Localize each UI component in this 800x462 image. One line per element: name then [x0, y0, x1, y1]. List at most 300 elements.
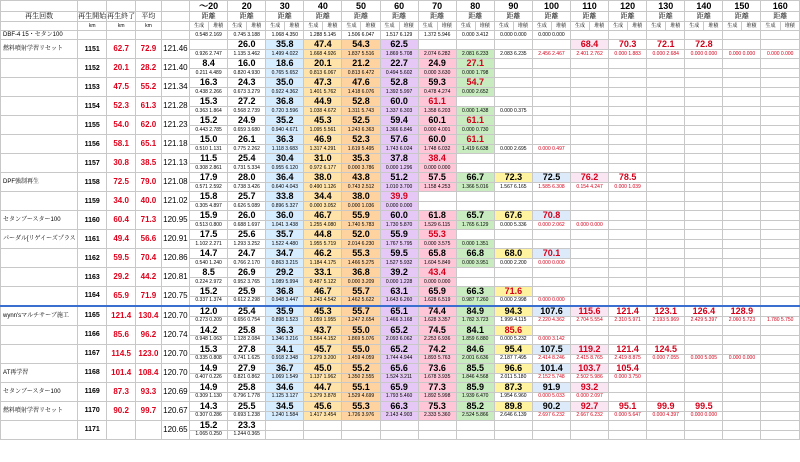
acc-label: 堆積: [513, 22, 532, 31]
distance-value: 68.0: [494, 249, 532, 259]
gen-acc-values: [571, 240, 609, 249]
gen-acc-values: 1.293 3.252: [228, 240, 266, 249]
distance-value: [190, 40, 228, 50]
gen-acc-values: [532, 202, 570, 211]
avg-km: 121.13: [161, 154, 189, 173]
distance-value: 124.5: [647, 344, 685, 354]
gen-acc-values: [761, 335, 800, 344]
start-km: 87.3: [107, 382, 136, 401]
distance-value: [647, 116, 685, 126]
data-row[interactable]: [1, 268, 800, 278]
acc-label: 堆積: [285, 22, 304, 31]
gen-acc-values: 0.000 7.055: [647, 354, 685, 363]
data-row[interactable]: [1, 420, 800, 430]
small-values: 0.745 3.188: [228, 31, 266, 40]
gen-acc-values: 0.000 2.200: [494, 259, 532, 268]
gen-acc-values: 1.782 3.723: [456, 316, 494, 325]
column-title: 平均: [136, 12, 162, 22]
range-header: 40: [304, 1, 342, 12]
distance-value: 54.3: [342, 40, 380, 50]
gen-acc-values: 0.720 3.596: [266, 107, 304, 116]
gen-acc-values: 2.152 5.748: [532, 373, 570, 382]
distance-value: 107.5: [532, 344, 570, 354]
data-row[interactable]: [1, 173, 800, 183]
gen-acc-values: [609, 259, 647, 268]
gen-acc-values: 1.102 2.271: [190, 240, 228, 249]
gen-acc-values: [723, 240, 761, 249]
gen-acc-values: [571, 145, 609, 154]
data-row[interactable]: [1, 154, 800, 164]
start-km: 49.4: [107, 230, 136, 249]
gen-acc-values: 0.000 0.000: [685, 411, 723, 420]
gen-acc-values: 2.014 6.230: [342, 240, 380, 249]
gen-acc-values: [571, 335, 609, 344]
end-km: 71.9: [136, 287, 162, 306]
distance-value: [685, 344, 723, 354]
gen-acc-values: [685, 259, 723, 268]
distance-value: 96.6: [494, 363, 532, 373]
gen-acc-values: [456, 202, 494, 211]
distance-value: [685, 154, 723, 164]
avg-km: 120.86: [161, 249, 189, 268]
distance-value: 15.3: [190, 97, 228, 107]
distance-value: [609, 59, 647, 69]
distance-value: 70.8: [532, 211, 570, 221]
distance-value: 65.8: [418, 249, 456, 259]
gen-acc-values: 2.415 8.765: [571, 354, 609, 363]
gen-acc-values: 0.896 5.327: [266, 202, 304, 211]
gen-label: 生成: [380, 22, 399, 31]
gen-acc-values: 0.940 4.671: [266, 126, 304, 135]
end-km: 93.3: [136, 382, 162, 401]
distance-value: 24.9: [228, 116, 266, 126]
gen-acc-values: 1.135 3.462: [228, 50, 266, 59]
distance-value: 24.7: [228, 249, 266, 259]
distance-value: [456, 420, 494, 430]
distance-value: 15.9: [190, 211, 228, 221]
gen-acc-values: [685, 183, 723, 192]
gen-acc-values: 2.193 5.969: [647, 316, 685, 325]
gen-acc-values: 0.987 7.260: [456, 297, 494, 306]
start-km: 72.5: [107, 173, 136, 192]
distance-value: 35.2: [266, 116, 304, 126]
column-title: [161, 12, 189, 22]
distance-value: [723, 192, 761, 202]
distance-value: [571, 116, 609, 126]
gen-label: 生成: [228, 22, 247, 31]
distance-value: [685, 173, 723, 183]
data-row[interactable]: [1, 135, 800, 145]
distance-value: 55.1: [342, 382, 380, 392]
distance-value: 105.4: [609, 363, 647, 373]
gen-acc-values: 2.187 7.495: [494, 354, 532, 363]
distance-value: [571, 78, 609, 88]
column-title: 再生終了: [107, 13, 136, 20]
distance-value: 47.4: [304, 40, 342, 50]
distance-label: 距離: [761, 12, 800, 22]
gen-acc-values: 1.279 3.200: [304, 354, 342, 363]
distance-value: 52.5: [342, 116, 380, 126]
distance-value: 65.7: [456, 211, 494, 221]
data-row[interactable]: [1, 363, 800, 373]
data-row[interactable]: [1, 325, 800, 335]
avg-km: 120.70: [161, 344, 189, 363]
gen-acc-values: 0.640 4.043: [266, 183, 304, 192]
gen-acc-values: 1.317 4.291: [304, 145, 342, 154]
distance-value: [571, 211, 609, 221]
distance-value: 55.3: [342, 401, 380, 411]
end-km: 130.4: [136, 306, 162, 326]
row-id: 1161: [78, 230, 107, 249]
distance-value: 16.0: [228, 59, 266, 69]
row-note: DPF強制再生: [1, 173, 78, 192]
range-header: 150: [723, 1, 761, 12]
acc-label: 堆積: [247, 22, 266, 31]
range-header: 70: [418, 1, 456, 12]
distance-value: 15.2: [190, 116, 228, 126]
data-row[interactable]: [1, 249, 800, 259]
end-km: 44.2: [136, 268, 162, 287]
gen-acc-values: [380, 430, 418, 439]
gen-acc-values: [532, 107, 570, 116]
distance-label: 距離: [342, 12, 380, 22]
gen-acc-values: [685, 69, 723, 78]
distance-value: [723, 135, 761, 145]
gen-acc-values: 1.628 6.519: [418, 297, 456, 306]
gen-acc-values: 0.000 2.998: [494, 297, 532, 306]
gen-acc-values: [571, 69, 609, 78]
distance-value: [609, 192, 647, 202]
data-row[interactable]: [1, 116, 800, 126]
end-km: 65.1: [136, 135, 162, 154]
gen-acc-values: 0.000 2.652: [456, 88, 494, 97]
gen-acc-values: [761, 392, 800, 401]
distance-value: 95.1: [609, 401, 647, 411]
distance-value: [647, 325, 685, 335]
gen-acc-values: 0.571 2.592: [190, 183, 228, 192]
distance-value: 25.6: [228, 230, 266, 240]
data-row[interactable]: [1, 287, 800, 297]
gen-acc-values: 0.000 5.647: [609, 411, 647, 420]
gen-acc-values: 1.643 6.260: [380, 297, 418, 306]
distance-label: 距離: [723, 12, 761, 22]
distance-value: 36.3: [266, 135, 304, 145]
range-header: ～20: [190, 1, 228, 12]
distance-value: [723, 344, 761, 354]
data-row[interactable]: [1, 78, 800, 88]
distance-value: 25.4: [228, 154, 266, 164]
distance-value: [685, 211, 723, 221]
distance-label: 距離: [685, 12, 723, 22]
small-values: [571, 31, 609, 40]
distance-value: [761, 135, 800, 145]
data-row[interactable]: [1, 382, 800, 392]
gen-acc-values: 1.529 4.699: [342, 392, 380, 401]
gen-acc-values: 0.490 1.126: [304, 183, 342, 192]
gen-acc-values: 0.820 4.930: [228, 69, 266, 78]
gen-acc-values: 2.646 6.139: [494, 411, 532, 420]
gen-acc-values: [456, 164, 494, 173]
distance-value: [723, 40, 761, 50]
distance-value: 25.5: [228, 401, 266, 411]
gen-acc-values: 1.243 6.363: [342, 126, 380, 135]
gen-acc-values: 1.010 3.700: [380, 183, 418, 192]
distance-value: [609, 211, 647, 221]
row-note: wynn'sマルチサーブ施工: [1, 306, 78, 326]
distance-value: 14.9: [190, 363, 228, 373]
distance-value: [685, 420, 723, 430]
gen-acc-values: [571, 126, 609, 135]
data-row[interactable]: [1, 59, 800, 69]
gen-acc-values: [571, 107, 609, 116]
distance-value: [647, 97, 685, 107]
distance-value: 85.6: [494, 325, 532, 335]
gen-acc-values: [723, 69, 761, 78]
gen-acc-values: [761, 430, 800, 439]
gen-acc-values: 2.419 8.875: [609, 354, 647, 363]
distance-value: [609, 287, 647, 297]
start-km: 47.5: [107, 78, 136, 97]
gen-acc-values: [761, 126, 800, 135]
acc-label: 堆積: [475, 22, 494, 31]
gen-acc-values: [685, 373, 723, 382]
gen-acc-values: [761, 278, 800, 287]
distance-value: 28.0: [228, 173, 266, 183]
data-row[interactable]: [1, 211, 800, 221]
gen-acc-values: [761, 354, 800, 363]
distance-value: 25.7: [228, 192, 266, 202]
gen-acc-values: 0.494 5.602: [380, 69, 418, 78]
row-note: [1, 135, 78, 154]
gen-acc-values: 1.522 4.480: [266, 240, 304, 249]
end-km: [136, 31, 162, 40]
gen-acc-values: 1.740 5.783: [342, 221, 380, 230]
distance-value: [647, 135, 685, 145]
distance-value: [494, 78, 532, 88]
distance-value: [494, 230, 532, 240]
data-row[interactable]: [1, 230, 800, 240]
small-values: 0.548 2.169: [190, 31, 228, 40]
distance-label: 距離: [571, 12, 609, 22]
distance-value: [609, 230, 647, 240]
distance-value: [685, 59, 723, 69]
distance-value: [685, 78, 723, 88]
distance-label: 距離: [228, 12, 266, 22]
distance-value: [380, 420, 418, 430]
gen-acc-values: 0.948 3.447: [266, 297, 304, 306]
gen-acc-values: 1.869 5.708: [380, 50, 418, 59]
distance-value: [571, 192, 609, 202]
distance-value: 55.0: [342, 325, 380, 335]
end-km: 71.3: [136, 211, 162, 230]
gen-acc-values: 0.673 3.279: [228, 88, 266, 97]
header-blank-cell: [136, 1, 162, 12]
row-note: セタンブースター100: [1, 382, 78, 401]
distance-value: 52.8: [342, 97, 380, 107]
row-id: 1152: [78, 59, 107, 78]
distance-value: 65.6: [380, 363, 418, 373]
distance-value: 74.5: [418, 325, 456, 335]
gen-acc-values: 1.244 0.365: [228, 430, 266, 439]
gen-acc-values: 0.308 2.861: [190, 164, 228, 173]
gen-acc-values: 0.568 2.739: [228, 107, 266, 116]
distance-value: 52.3: [342, 135, 380, 145]
distance-label: 距離: [609, 12, 647, 22]
gen-acc-values: [609, 88, 647, 97]
distance-value: 73.6: [418, 363, 456, 373]
distance-value: [418, 420, 456, 430]
data-row[interactable]: [1, 306, 800, 317]
gen-acc-values: 1.780 5.750: [761, 316, 800, 325]
distance-value: 26.9: [228, 268, 266, 278]
distance-value: [761, 59, 800, 69]
avg-km: 121.40: [161, 59, 189, 78]
distance-value: [494, 192, 532, 202]
distance-value: 85.5: [456, 363, 494, 373]
distance-value: 77.3: [418, 382, 456, 392]
distance-value: 99.5: [685, 401, 723, 411]
gen-acc-values: [647, 373, 685, 382]
acc-label: 堆積: [399, 22, 418, 31]
data-row[interactable]: [1, 401, 800, 411]
start-km: 34.0: [107, 192, 136, 211]
distance-value: 87.3: [494, 382, 532, 392]
gen-acc-values: 1.462 5.622: [342, 297, 380, 306]
gen-acc-values: [723, 392, 761, 401]
gen-acc-values: [647, 221, 685, 230]
gen-acc-values: 0.656 0.754: [228, 316, 266, 325]
distance-value: [761, 97, 800, 107]
gen-acc-values: 0.000 3.142: [532, 335, 570, 344]
gen-acc-values: 2.011 5.180: [494, 373, 532, 382]
gen-acc-values: 1.466 3.168: [380, 316, 418, 325]
end-km: [136, 420, 162, 439]
distance-value: 17.9: [190, 173, 228, 183]
row-id: 1151: [78, 40, 107, 59]
avg-km: 120.65: [161, 420, 189, 439]
distance-value: [609, 154, 647, 164]
gen-acc-values: [456, 278, 494, 287]
gen-acc-values: [723, 221, 761, 230]
distance-value: [723, 59, 761, 69]
gen-acc-values: 0.693 1.238: [228, 411, 266, 420]
distance-value: [532, 78, 570, 88]
gen-acc-values: [761, 183, 800, 192]
column-title: 再生開始: [78, 13, 107, 20]
row-id: 1156: [78, 135, 107, 154]
distance-value: 60.0: [380, 211, 418, 221]
gen-acc-values: 1.358 6.203: [418, 107, 456, 116]
distance-value: [532, 420, 570, 430]
gen-acc-values: 0.000 3.786: [342, 164, 380, 173]
distance-value: [532, 268, 570, 278]
data-row[interactable]: [1, 192, 800, 202]
end-km: 56.6: [136, 230, 162, 249]
range-header: 140: [685, 1, 723, 12]
row-note: [1, 192, 78, 211]
distance-value: [532, 59, 570, 69]
distance-value: [723, 363, 761, 373]
data-row[interactable]: [1, 344, 800, 354]
gen-acc-values: 1.793 5.460: [380, 392, 418, 401]
distance-value: [456, 40, 494, 50]
distance-value: 71.6: [494, 287, 532, 297]
distance-value: [571, 59, 609, 69]
acc-label: 堆積: [323, 22, 342, 31]
distance-value: [723, 211, 761, 221]
row-note: [1, 59, 78, 78]
gen-acc-values: 0.766 2.170: [228, 259, 266, 268]
header-blank-cell: [78, 1, 107, 12]
distance-value: [571, 420, 609, 430]
row-note: [1, 78, 78, 97]
distance-value: [723, 97, 761, 107]
gen-acc-values: [609, 335, 647, 344]
gen-acc-values: 1.527 5.932: [380, 259, 418, 268]
distance-value: 25.9: [228, 287, 266, 297]
distance-value: 35.0: [266, 78, 304, 88]
distance-value: [685, 116, 723, 126]
row-id: 1158: [78, 173, 107, 192]
gen-acc-values: 1.748 6.032: [418, 145, 456, 154]
distance-value: [456, 230, 494, 240]
distance-value: [571, 249, 609, 259]
gen-acc-values: 0.337 1.374: [190, 297, 228, 306]
distance-value: 115.6: [571, 306, 609, 317]
distance-value: 67.6: [494, 211, 532, 221]
distance-value: 72.5: [532, 173, 570, 183]
distance-value: [609, 78, 647, 88]
row-note: [1, 97, 78, 116]
start-km: [107, 420, 136, 439]
distance-value: [761, 401, 800, 411]
gen-acc-values: 1.350 2.555: [342, 373, 380, 382]
gen-acc-values: [647, 107, 685, 116]
gen-acc-values: [532, 240, 570, 249]
distance-value: 46.2: [304, 249, 342, 259]
distance-value: 15.2: [190, 420, 228, 430]
gen-acc-values: 1.346 3.216: [266, 335, 304, 344]
gen-acc-values: [685, 202, 723, 211]
distance-label: 距離: [266, 12, 304, 22]
distance-value: [723, 249, 761, 259]
gen-acc-values: 1.999 4.115: [494, 316, 532, 325]
distance-value: [647, 154, 685, 164]
gen-acc-values: [647, 392, 685, 401]
small-values: [761, 31, 800, 40]
distance-value: 52.8: [380, 78, 418, 88]
row-note: [1, 268, 78, 287]
distance-value: 24.3: [228, 78, 266, 88]
gen-acc-values: 0.000 5.005: [685, 354, 723, 363]
gen-acc-values: [609, 107, 647, 116]
data-row[interactable]: [1, 97, 800, 107]
gen-acc-values: 1.459 4.059: [342, 354, 380, 363]
acc-label: 堆積: [590, 22, 609, 31]
distance-value: 45.7: [304, 344, 342, 354]
gen-label: 生成: [571, 22, 590, 31]
unit-label: [161, 22, 189, 31]
gen-acc-values: [647, 335, 685, 344]
gen-acc-values: 0.000 0.000: [685, 50, 723, 59]
data-row[interactable]: [1, 40, 800, 50]
gen-acc-values: [723, 88, 761, 97]
start-km: 60.4: [107, 211, 136, 230]
distance-value: [647, 420, 685, 430]
gen-acc-values: [609, 202, 647, 211]
gen-acc-values: [647, 88, 685, 97]
gen-acc-values: 2.414 8.246: [532, 354, 570, 363]
